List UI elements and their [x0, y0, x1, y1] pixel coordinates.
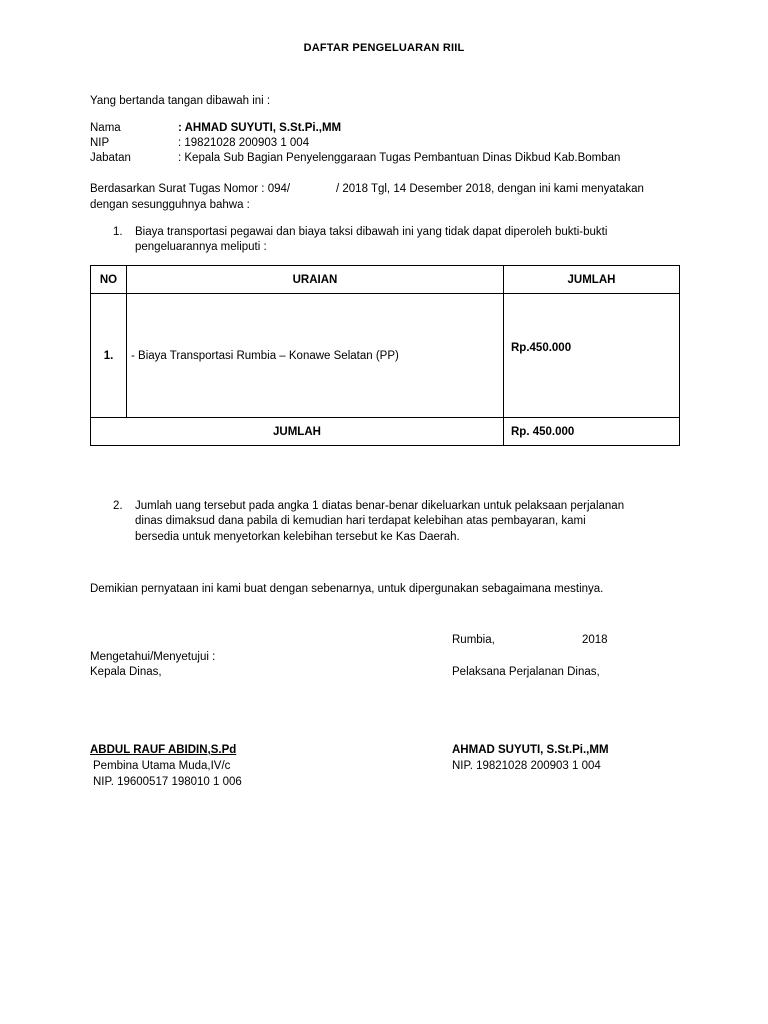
point-2-line-1: Jumlah uang tersebut pada angka 1 diatas benar-benar dikeluarkan untuk pelaksaan perjalanan	[135, 500, 625, 512]
intro-text: Yang bertanda tangan dibawah ini :	[90, 95, 271, 107]
point-1-line-1: Biaya transportasi pegawai dan biaya taksi dibawah ini yang tidak dapat diperoleh bukti-bukti	[135, 226, 608, 238]
expense-table	[90, 265, 680, 446]
place-label: Rumbia,	[452, 634, 495, 646]
head-rank: Pembina Utama Muda,IV/c	[93, 760, 231, 772]
position-value: : Kepala Sub Bagian Penyelenggaraan Tugas Pembantuan Dinas Dikbud Kab.Bomban	[178, 152, 621, 164]
row-jumlah: Rp.450.000	[504, 294, 680, 418]
position-label: Jabatan	[90, 152, 131, 164]
closing-statement: Demikian pernyataan ini kami buat dengan sebenarnya, untuk dipergunakan sebagaimana mestinya.	[90, 583, 604, 595]
head-nip: NIP. 19600517 198010 1 006	[93, 776, 242, 788]
basis-line-1a: Berdasarkan Surat Tugas Nomor : 094/	[90, 183, 291, 195]
nip-value: : 19821028 200903 1 004	[178, 137, 310, 149]
table-row	[91, 294, 680, 418]
point-2-line-3: bersedia untuk menyetorkan kelebihan tersebut ke Kas Daerah.	[135, 531, 460, 543]
header-jumlah: JUMLAH	[504, 266, 680, 294]
point-1-line-2: pengeluarannya meliputi :	[135, 241, 267, 253]
basis-line-2: dengan sesungguhnya bahwa :	[90, 199, 250, 211]
head-role: Kepala Dinas,	[90, 666, 162, 678]
header-uraian: URAIAN	[127, 266, 504, 294]
row-no: 1.	[91, 294, 127, 418]
acknowledge-label: Mengetahui/Menyetujui :	[90, 651, 216, 663]
year-label: 2018	[582, 634, 608, 646]
header-no: NO	[91, 266, 127, 294]
point-2-line-2: dinas dimaksud dana pabila di kemudian hari terdapat kelebihan atas pembayaran, kami	[135, 515, 586, 527]
name-label: Nama	[90, 122, 121, 134]
table-total-row	[91, 418, 680, 446]
head-name: ABDUL RAUF ABIDIN,S.Pd	[90, 744, 237, 756]
document-title: DAFTAR PENGELUARAN RIIL	[303, 42, 465, 54]
name-value: : AHMAD SUYUTI, S.St.Pi.,MM	[178, 122, 342, 134]
total-label: JUMLAH	[91, 418, 504, 446]
basis-line-1b: / 2018 Tgl, 14 Desember 2018, dengan ini kami menyatakan	[336, 183, 644, 195]
total-value: Rp. 450.000	[504, 418, 680, 446]
nip-label: NIP	[90, 137, 110, 149]
traveler-nip: NIP. 19821028 200903 1 004	[452, 760, 601, 772]
table-header-row	[91, 266, 680, 294]
traveler-role: Pelaksana Perjalanan Dinas,	[452, 666, 600, 678]
row-uraian: - Biaya Transportasi Rumbia – Konawe Selatan (PP)	[127, 294, 504, 418]
point-1-number: 1.	[113, 226, 123, 238]
point-2-number: 2.	[113, 500, 123, 512]
traveler-name: AHMAD SUYUTI, S.St.Pi.,MM	[452, 744, 609, 756]
